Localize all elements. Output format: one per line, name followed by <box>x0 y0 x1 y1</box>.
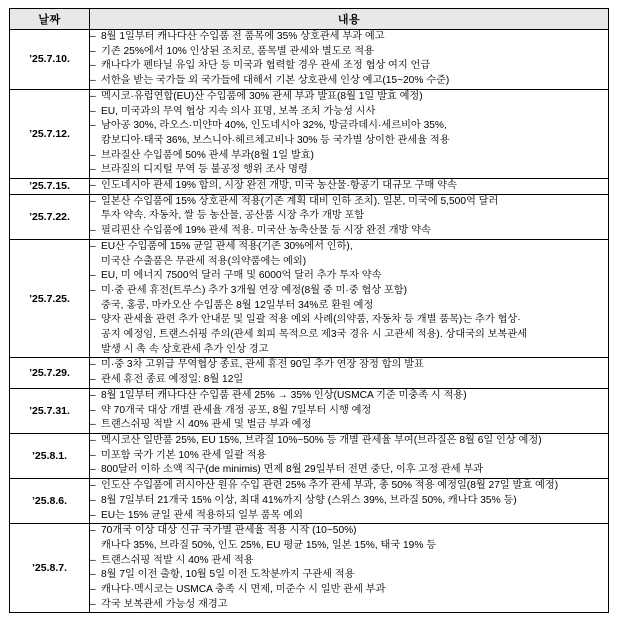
list-item: – 남아공 30%, 라오스·미얀마 40%, 인도네시아 32%, 방글라데시·세르비아 35%, <box>90 119 608 133</box>
content-list <box>90 389 608 433</box>
list-item: – 미·중 3차 고위급 무역협상 종료, 관세 휴전 90일 추가 연장 잠정 합의 발표 <box>90 358 608 372</box>
table-row <box>10 479 609 524</box>
list-item: 캄보디아·태국 36%, 보스니아·헤르체고비나 30% 등 국가별 상이한 관세율 적용 <box>101 134 450 146</box>
content-list <box>90 358 608 387</box>
tariff-timeline-table <box>9 8 609 613</box>
list-item: – 8월 7일부터 21개국 15% 이상, 최대 41%까지 상향 (스위스 39%, 브라질 50%, 캐나다 35% 등) <box>90 494 608 508</box>
list-item: – 캐나다·멕시코는 USMCA 충족 시 면제, 미준수 시 일반 관세 부과 <box>90 583 608 597</box>
row-content <box>90 30 609 90</box>
list-item: – 양자 관세율 관련 추가 안내문 및 일괄 적용 예외 사례(의약품, 자동차 등 개별 품목)는 추가 협상· <box>90 313 608 327</box>
list-item: – 각국 보복관세 가능성 재경고 <box>90 598 608 612</box>
list-item: – 브라질의 디지털 무역 등 불공정 행위 조사 명령 <box>90 163 608 177</box>
table-row <box>10 358 609 388</box>
list-item: 중국, 홍콩, 마카오산 수입품은 8월 12일부터 34%로 환원 예정 <box>101 299 374 311</box>
list-item: – 미·중 관세 휴전(트루스) 추가 3개월 연장 예정(8월 중 미·중 협상 포함) <box>90 284 608 298</box>
content-list <box>90 30 608 88</box>
list-item: – 필리핀산 수입품에 19% 관세 적용. 미국산 농축산물 등 시장 완전 개방 약속 <box>90 224 608 238</box>
content-list <box>90 179 608 193</box>
list-item: 투자 약속. 자동차, 쌀 등 농산물, 공산품 시장 추가 개방 포함 <box>101 210 365 222</box>
row-date: ’25.7.25. <box>10 239 90 358</box>
row-content <box>90 239 609 358</box>
table-row <box>10 179 609 195</box>
column-header-date: 날짜 <box>10 9 90 30</box>
row-content <box>90 358 609 388</box>
table-row <box>10 388 609 433</box>
list-item: – 70개국 이상 대상 신규 국가별 관세율 적용 시작 (10~50%) <box>90 524 608 538</box>
row-content <box>90 89 609 178</box>
list-item: – 800달러 이하 소액 직구(de minimis) 면제 8월 29일부터 전면 중단, 이후 고정 관세 부과 <box>90 463 608 477</box>
content-list <box>90 479 608 523</box>
content-list <box>90 195 608 239</box>
list-item: 발생 시 촉 속 상호관세 추가 인상 경고 <box>101 343 269 355</box>
row-date: ’25.8.1. <box>10 433 90 478</box>
list-item: – 캐나다가 펜타닐 유입 차단 등 미국과 협력할 경우 관세 조정 협상 여지 언급 <box>90 59 608 73</box>
table-row <box>10 239 609 358</box>
list-item: – 멕시코·유럽연합(EU)산 수입품에 30% 관세 부과 발표(8월 1일 발효 예정) <box>90 90 608 104</box>
table-header-row <box>10 9 609 30</box>
row-date: ’25.8.6. <box>10 479 90 524</box>
list-item: – 미포함 국가 기본 10% 관세 일괄 적용 <box>90 449 608 463</box>
list-item: – EU산 수입품에 15% 균일 관세 적용(기존 30%에서 인하), <box>90 240 608 254</box>
table-row <box>10 524 609 613</box>
list-item: 캐나다 35%, 브라질 50%, 인도 25%, EU 평균 15%, 일본 15%, 태국 19% 등 <box>101 539 437 551</box>
column-header-content: 내용 <box>90 9 609 30</box>
table-row <box>10 433 609 478</box>
table-header <box>10 9 609 30</box>
list-item: 미국산 수출품은 무관세 적용(의약품에는 예외) <box>101 255 307 267</box>
table-row <box>10 89 609 178</box>
content-list <box>90 240 608 357</box>
list-item: – 브라질산 수입품에 50% 관세 부과(8월 1일 발효) <box>90 149 608 163</box>
table-body <box>10 30 609 613</box>
row-date: ’25.7.10. <box>10 30 90 90</box>
list-item: – 일본산 수입품에 15% 상호관세 적용(기존 계획 대비 인하 조치). 일본, 미국에 5,500억 달러 <box>90 195 608 209</box>
row-date: ’25.7.22. <box>10 194 90 239</box>
list-item: – EU는 15% 균일 관세 적용하되 일부 품목 예외 <box>90 509 608 523</box>
row-content <box>90 179 609 195</box>
row-date: ’25.8.7. <box>10 524 90 613</box>
table-row <box>10 194 609 239</box>
content-list <box>90 90 608 178</box>
list-item: – EU, 미국과의 무역 협상 지속 의사 표명, 보복 조치 가능성 시사 <box>90 105 608 119</box>
content-list <box>90 434 608 478</box>
row-content <box>90 433 609 478</box>
list-item: – 멕시코산 일반품 25%, EU 15%, 브라질 10%~50% 등 개별 관세율 부여(브라질은 8월 6일 인상 예정) <box>90 434 608 448</box>
list-item: – 8월 1일부터 캐나다산 수입품 전 품목에 35% 상호관세 부과 예고 <box>90 30 608 44</box>
row-content <box>90 524 609 613</box>
list-item: 공지 예정임, 트랜스쉬핑 주의(관세 회피 목적으로 제3국 경유 시 고관세 적용). 상대국의 보복관세 <box>101 329 528 341</box>
list-item: – 인도산 수입품에 러시아산 원유 수입 관련 25% 추가 관세 부과, 총 50% 적용 예정일(8월 27일 발효 예정) <box>90 479 608 493</box>
table-row <box>10 30 609 90</box>
list-item: – 트랜스쉬핑 적발 시 40% 관세 및 벌금 부과 예정 <box>90 418 608 432</box>
list-item: – 인도네시아 관세 19% 합의, 시장 완전 개방, 미국 농산물·항공기 대규모 구매 약속 <box>90 179 608 193</box>
row-content <box>90 479 609 524</box>
list-item: – 트랜스쉬핑 적발 시 40% 관세 적용 <box>90 554 608 568</box>
list-item: – 서한을 받는 국가들 외 국가들에 대해서 기본 상호관세 인상 예고(15~20% 수준) <box>90 74 608 88</box>
list-item: – 기존 25%에서 10% 인상된 조치로, 품목별 관세와 별도로 적용 <box>90 45 608 59</box>
list-item: – 8월 1일부터 캐나다산 수입품 관세 25% → 35% 인상(USMCA 기준 미충족 시 적용) <box>90 389 608 403</box>
row-content <box>90 194 609 239</box>
list-item: – 관세 휴전 종료 예정일: 8월 12일 <box>90 373 608 387</box>
list-item: – 8월 7일 이전 출항, 10월 5일 이전 도착분까지 구관세 적용 <box>90 568 608 582</box>
row-date: ’25.7.31. <box>10 388 90 433</box>
row-date: ’25.7.29. <box>10 358 90 388</box>
row-date: ’25.7.12. <box>10 89 90 178</box>
row-date: ’25.7.15. <box>10 179 90 195</box>
list-item: – EU, 미 에너지 7500억 달러 구매 및 6000억 달러 추가 투자 약속 <box>90 269 608 283</box>
list-item: – 약 70개국 대상 개별 관세율 개정 공포, 8월 7일부터 시행 예정 <box>90 404 608 418</box>
row-content <box>90 388 609 433</box>
content-list <box>90 524 608 612</box>
